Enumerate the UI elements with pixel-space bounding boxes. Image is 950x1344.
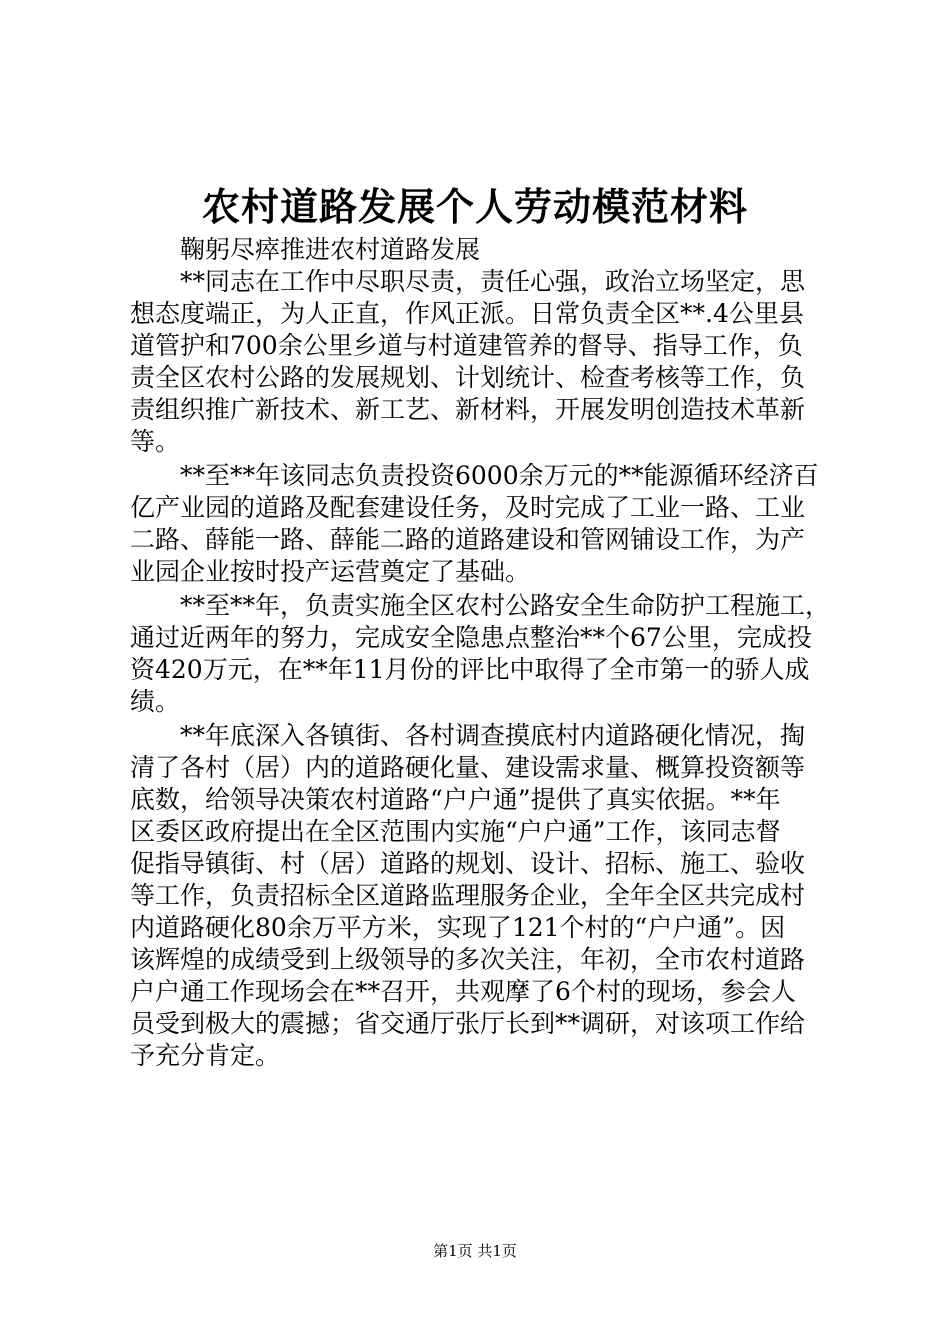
paragraph-line: 责全区农村公路的发展规划、计划统计、检查考核等工作，负: [130, 363, 806, 392]
paragraph-line: 予充分肯定。: [130, 1041, 281, 1070]
paragraph-line: 通过近两年的努力，完成安全隐患点整治**个67公里，完成投: [130, 623, 812, 652]
paragraph-line: 责组织推广新技术、新工艺、新材料，开展发明创造技术革新: [130, 395, 806, 424]
paragraph-line: 区委区政府提出在全区范围内实施“户户通”工作，该同志督: [130, 817, 781, 846]
paragraph-line: 该辉煌的成绩受到上级领导的多次关注，年初，全市农村道路: [130, 945, 806, 974]
paragraph-line: 清了各村（居）内的道路硬化量、建设需求量、概算投资额等: [130, 753, 806, 782]
paragraph-line: 想态度端正，为人正直，作风正派。日常负责全区**.4公里县: [130, 299, 804, 328]
paragraph-line: **同志在工作中尽职尽责，责任心强，政治立场坚定，思: [180, 267, 806, 296]
paragraph-line: 等工作，负责招标全区道路监理服务企业，全年全区共完成村: [130, 881, 806, 910]
paragraph-line: 等。: [130, 427, 181, 456]
paragraph-line: 亿产业园的道路及配套建设任务，及时完成了工业一路、工业: [130, 493, 806, 522]
paragraph-line: 二路、薛能一路、薛能二路的道路建设和管网铺设工作，为产: [130, 525, 806, 554]
paragraph-line: 员受到极大的震撼；省交通厅张厅长到**调研，对该项工作给: [130, 1009, 806, 1038]
paragraph-line: 业园企业按时投产运营奠定了基础。: [130, 557, 531, 586]
paragraph-line: **至**年该同志负责投资6000余万元的**能源循环经济百: [180, 461, 819, 490]
subtitle-line: 鞠躬尽瘁推进农村道路发展: [180, 235, 481, 264]
paragraph-line: 底数，给领导决策农村道路“户户通”提供了真实依据。**年: [130, 785, 781, 814]
paragraph-line: 内道路硬化80余万平方米，实现了121个村的“户户通”。因: [130, 913, 786, 942]
paragraph-line: **年底深入各镇街、各村调查摸底村内道路硬化情况，掏: [180, 721, 806, 750]
document-title: 农村道路发展个人劳动模范材料: [201, 184, 748, 229]
paragraph-line: 绩。: [130, 687, 181, 716]
page-footer: 第1页 共1页: [433, 1242, 517, 1260]
paragraph-line: **至**年，负责实施全区农村公路安全生命防护工程施工，: [180, 591, 831, 620]
paragraph-line: 促指导镇街、村（居）道路的规划、设计、招标、施工、验收: [130, 849, 806, 878]
paragraph-line: 道管护和700余公里乡道与村道建管养的督导、指导工作，负: [130, 331, 803, 360]
paragraph-line: 户户通工作现场会在**召开，共观摩了6个村的现场，参会人: [130, 977, 796, 1006]
paragraph-line: 资420万元，在**年11月份的评比中取得了全市第一的骄人成: [130, 655, 810, 684]
